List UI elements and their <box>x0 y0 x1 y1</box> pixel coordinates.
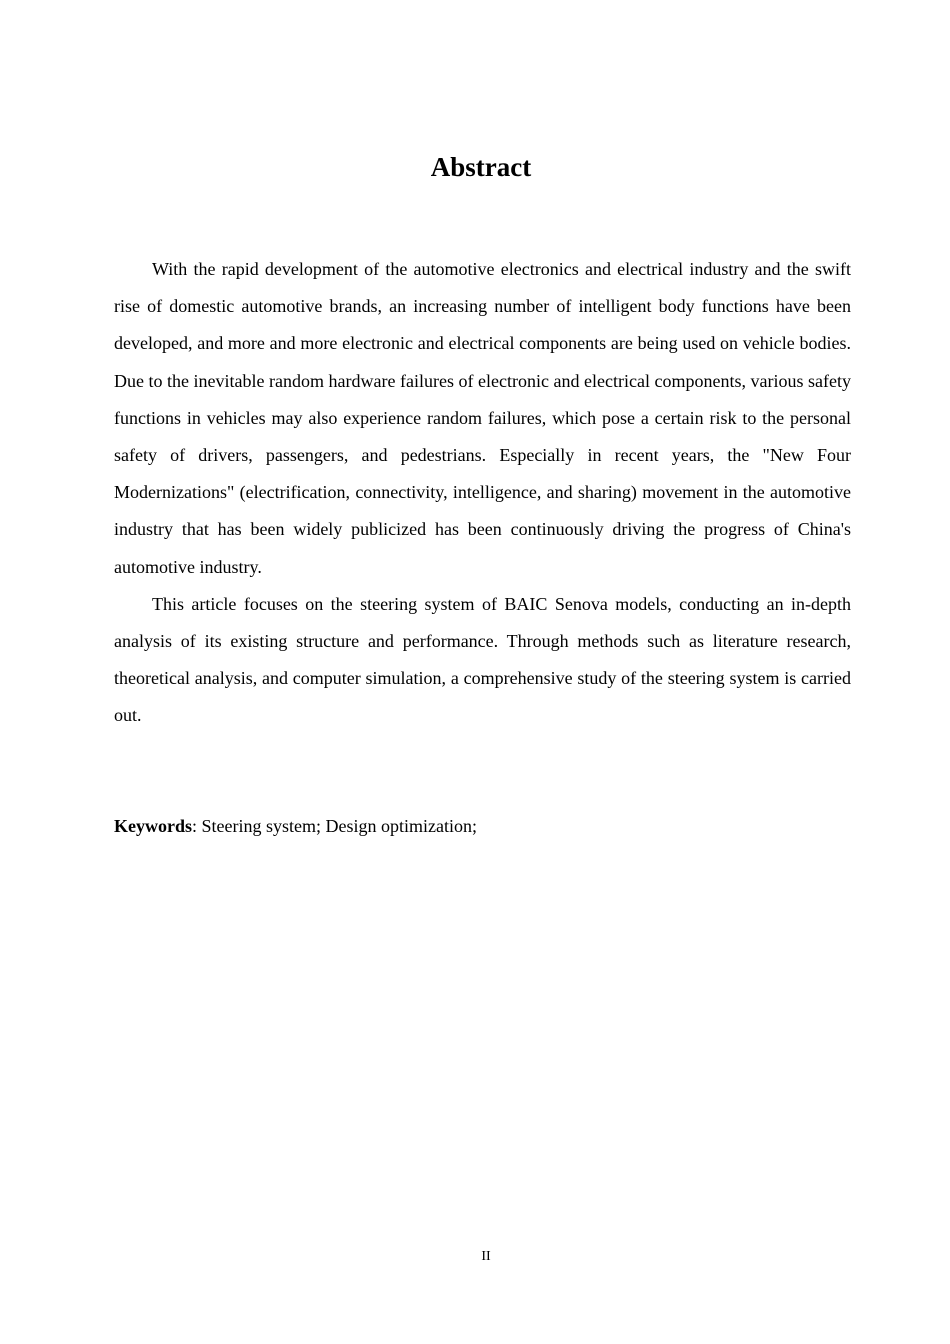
abstract-body <box>114 251 851 735</box>
abstract-paragraph-2: This article focuses on the steering system of BAIC Senova models, conducting an in-depth analysis of its existing structure and performance. Through methods such as literature research, theoretical analysis, and computer simulation, a comprehensive study of the steering system is carried out. <box>114 593 851 726</box>
abstract-paragraph-1: With the rapid development of the automotive electronics and electrical industry and the swift rise of domestic automotive brands, an increasing number of intelligent body functions have been developed, and more and more electronic and electrical components are being used on vehicle bodies. Due to the inevitable random hardware failures of electronic and electrical components, various safety functions in vehicles may also experience random failures, which pose a certain risk to the personal safety of drivers, passengers, and pedestrians. Especially in recent years, the "New Four Modernizations" (electrification, connectivity, intelligence, and sharing) movement in the automotive industry that has been widely publicized has been continuously driving the progress of China's automotive industry. <box>114 259 851 577</box>
keywords-line <box>114 808 851 845</box>
abstract-title: Abstract <box>430 152 532 182</box>
keywords-separator: : <box>192 816 198 836</box>
page-number: II <box>481 1249 491 1264</box>
keywords-text: Steering system; Design optimization; <box>197 816 477 836</box>
keywords-label: Keywords <box>114 816 192 836</box>
